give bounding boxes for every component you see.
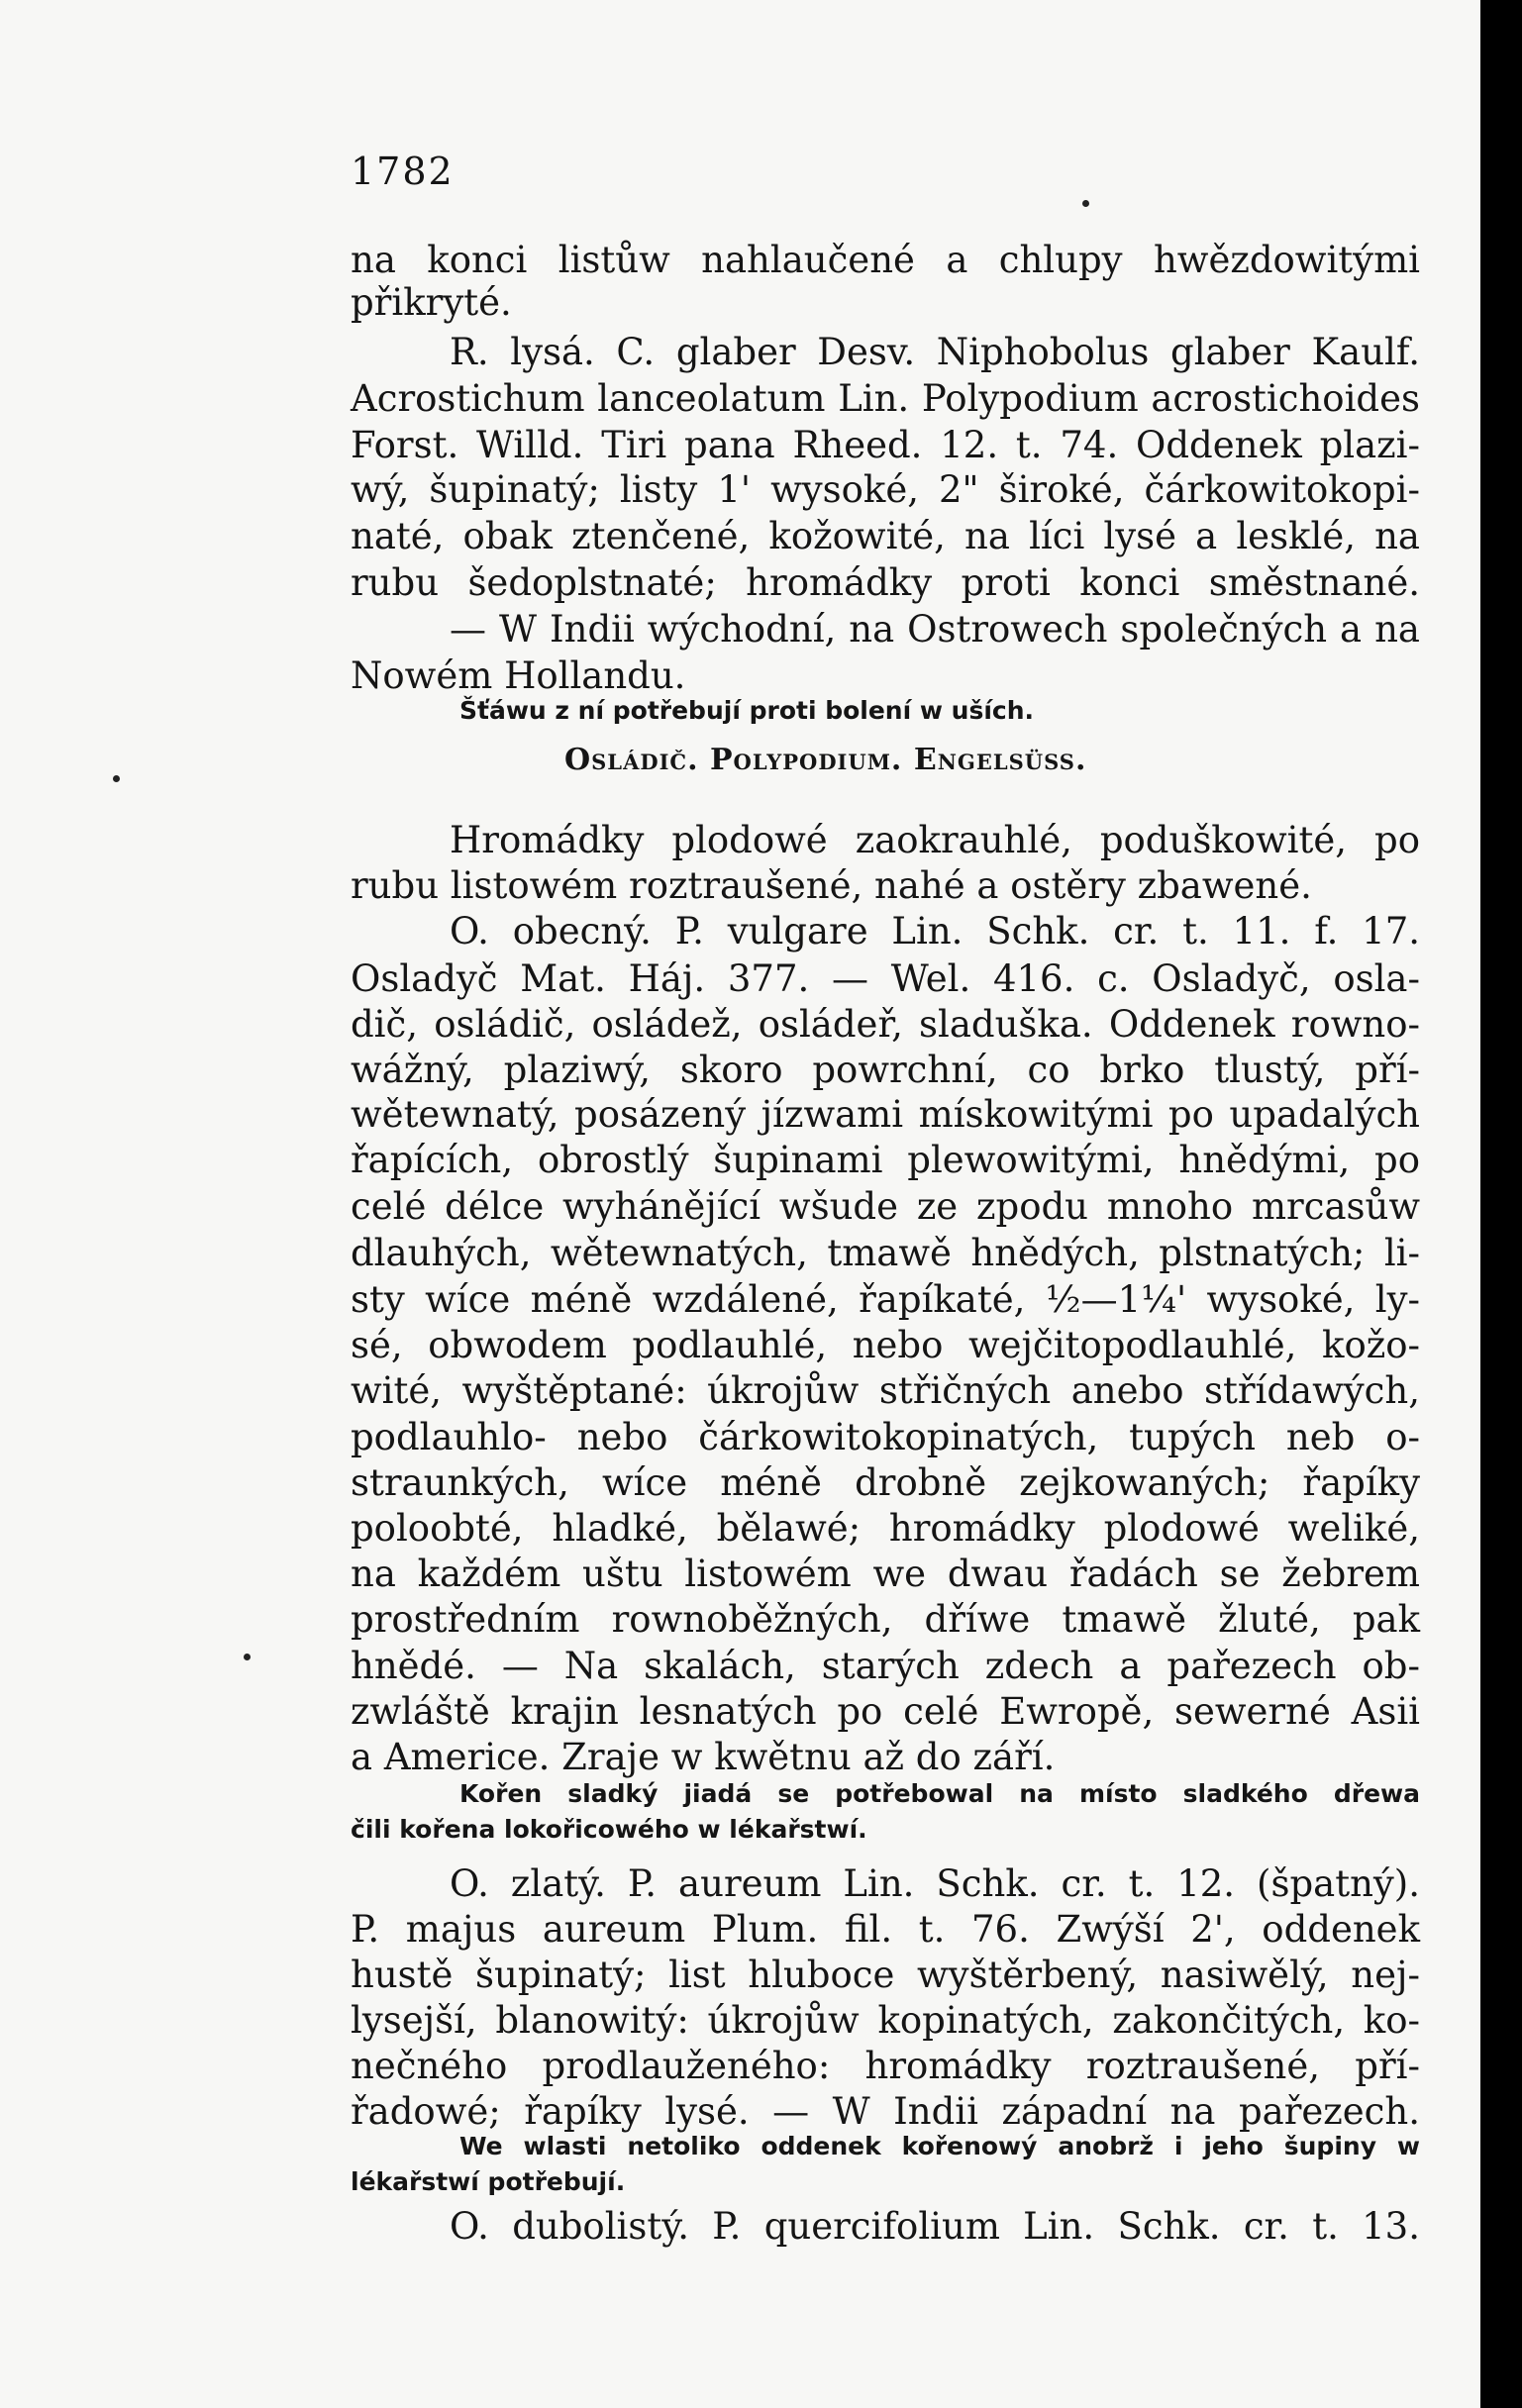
text-line: dič, osládič, osládež, osládeř, sladuška. Oddenek rowno- bbox=[351, 1003, 1420, 1046]
text-line: rubu listowém roztraušené, nahé a ostěry zbawené. bbox=[351, 864, 1312, 907]
text-line: O. obecný. P. vulgare Lin. Schk. cr. t. 11. f. 17. bbox=[450, 910, 1420, 953]
text-line: sé, obwodem podlauhlé, nebo wejčitopodlauhlé, kožo- bbox=[351, 1324, 1420, 1366]
text-line: wětewnatý, posázený jízwami mískowitými po upadalých bbox=[351, 1093, 1420, 1136]
text-line: rubu šedoplstnaté; hromádky proti konci směstnané. bbox=[351, 561, 1420, 604]
text-line: sty wíce méně wzdálené, řapíkaté, ½—1¼' wysoké, ly- bbox=[351, 1278, 1420, 1321]
text-line: zwláště krajin lesnatých po celé Ewropě, sewerné Asii bbox=[351, 1690, 1420, 1733]
page-number: 1782 bbox=[351, 150, 455, 193]
text-line: wité, wyštěptané: úkrojůw střičných anebo střídawých, bbox=[351, 1369, 1420, 1412]
text-line: R. lysá. C. glaber Desv. Niphobolus glaber Kaulf. bbox=[450, 331, 1420, 373]
text-line: lysejší, blanowitý: úkrojůw kopinatých, zakončitých, ko- bbox=[351, 1999, 1420, 2042]
text-line: hustě šupinatý; list hluboce wyštěrbený, nasiwělý, nej- bbox=[351, 1954, 1420, 1996]
text-line: a Americe. Zraje w kwětnu až do září. bbox=[351, 1736, 1056, 1778]
text-line: P. majus aureum Plum. fil. t. 76. Zwýší 2', oddenek bbox=[351, 1908, 1420, 1951]
scan-edge bbox=[1480, 0, 1522, 2408]
text-line: na konci listůw nahlaučené a chlupy hwězdowitými bbox=[351, 239, 1420, 281]
section-heading: Osládič. Polypodium. Engelsüss. bbox=[564, 743, 1087, 777]
text-line: hnědé. — Na skalách, starých zdech a pařezech ob- bbox=[351, 1645, 1420, 1687]
text-line: Hromádky plodowé zaokrauhlé, poduškowité, po bbox=[450, 819, 1420, 861]
text-line: O. dubolistý. P. quercifolium Lin. Schk. cr. t. 13. bbox=[450, 2205, 1420, 2248]
text-line: na každém uštu listowém we dwau řadách se žebrem bbox=[351, 1553, 1420, 1595]
text-line: wý, šupinatý; listy 1' wysoké, 2" široké, čárkowitokopi- bbox=[351, 468, 1420, 511]
text-line: wážný, plaziwý, skoro powrchní, co brko tlustý, pří- bbox=[351, 1049, 1420, 1091]
text-line: celé délce wyhánějící wšude ze zpodu mnoho mrcasůw bbox=[351, 1185, 1420, 1228]
text-line: straunkých, wíce méně drobně zejkowaných; řapíky bbox=[351, 1461, 1420, 1504]
text-line: dlauhých, wětewnatých, tmawě hnědých, plstnatých; li- bbox=[351, 1232, 1420, 1274]
text-line: Acrostichum lanceolatum Lin. Polypodium acrostichoides bbox=[351, 377, 1420, 420]
text-line: řapících, obrostlý šupinami plewowitými, hnědými, po bbox=[351, 1139, 1420, 1181]
note-line: čili kořena lokořicowého w lékařstwí. bbox=[351, 1815, 867, 1844]
text-line: Osladyč Mat. Háj. 377. — Wel. 416. c. Osladyč, osla- bbox=[351, 957, 1420, 1000]
text-line: — W Indii wýchodní, na Ostrowech společných a na bbox=[450, 608, 1420, 651]
note-line: lékařstwí potřebují. bbox=[351, 2167, 626, 2196]
text-line: poloobté, hladké, bělawé; hromádky plodowé weliké, bbox=[351, 1507, 1420, 1550]
page-speck bbox=[1082, 200, 1089, 207]
text-line: Forst. Willd. Tiri pana Rheed. 12. t. 74. Oddenek plazi- bbox=[351, 424, 1420, 466]
note-line: We wlasti netoliko oddenek kořenowý anobrž i jeho šupiny w bbox=[459, 2132, 1420, 2160]
text-column bbox=[351, 0, 1420, 2408]
text-line: naté, obak ztenčené, kožowité, na líci lysé a lesklé, na bbox=[351, 515, 1420, 557]
page-speck bbox=[113, 775, 120, 782]
text-line: prostředním rownoběžných, dříwe tmawě žluté, pak bbox=[351, 1598, 1420, 1641]
note-line: Šťáwu z ní potřebují proti bolení w uších. bbox=[459, 696, 1035, 725]
text-line: Nowém Hollandu. bbox=[351, 654, 686, 697]
note-line: Kořen sladký jiadá se potřebowal na místo sladkého dřewa bbox=[459, 1779, 1420, 1808]
text-line: přikryté. bbox=[351, 281, 512, 324]
text-line: podlauhlo- nebo čárkowitokopinatých, tupých neb o- bbox=[351, 1416, 1420, 1458]
text-line: nečného prodlauženého: hromádky roztraušené, pří- bbox=[351, 2045, 1420, 2087]
text-line: řadowé; řapíky lysé. — W Indii západní na pařezech. bbox=[351, 2090, 1420, 2133]
text-line: O. zlatý. P. aureum Lin. Schk. cr. t. 12. (špatný). bbox=[450, 1862, 1420, 1905]
page-speck bbox=[244, 1654, 251, 1660]
